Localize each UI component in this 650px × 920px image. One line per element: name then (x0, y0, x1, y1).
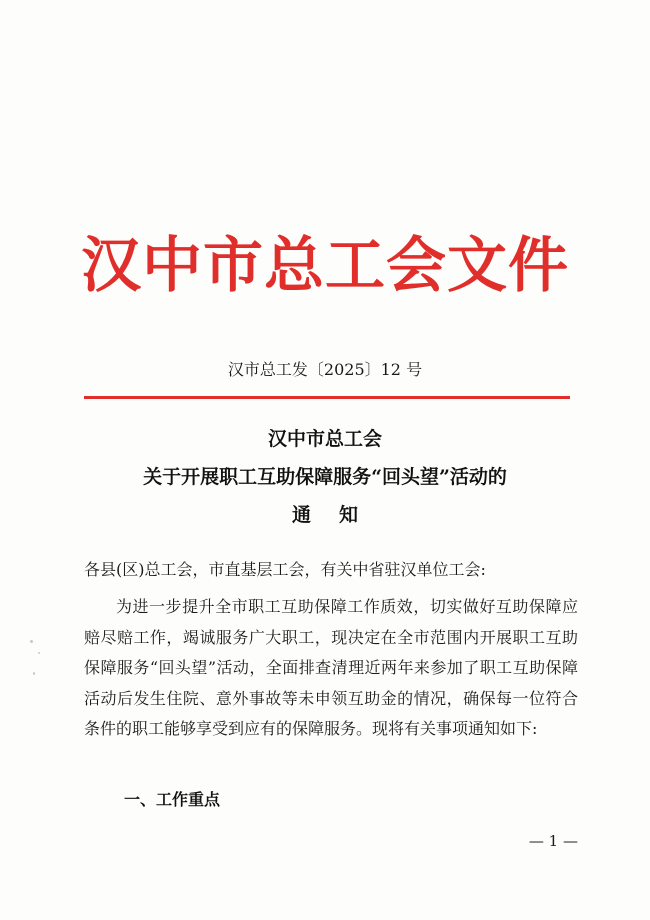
notice-title-line-2: 关于开展职工互助保障服务“回头望”活动的 (143, 466, 507, 488)
scan-speck (30, 640, 33, 643)
scan-speck (38, 652, 40, 654)
scan-speck (33, 672, 35, 675)
page-number: — 1 — (528, 832, 578, 850)
document-number: 汉市总工发〔2025〕12 号 (227, 360, 423, 379)
notice-title-line-3: 通知 (291, 504, 386, 526)
document-header-title: 汉中市总工会文件 (81, 231, 569, 301)
section-heading-1: 一、工作重点 (124, 790, 221, 809)
header-red-rule (84, 396, 570, 399)
addressee-line: 各县(区)总工会，市直基层工会，有关中省驻汉单位工会: (84, 560, 486, 579)
notice-title-line-1: 汉中市总工会 (267, 428, 382, 450)
body-paragraph-1: 为进一步提升全市职工互助保障工作质效，切实做好互助保障应赔尽赔工作，竭诚服务广大职工，现决定在全市范围内开展职工互助保障服务“回头望”活动，全面排查清理近两年来参加了职工互助保障活动后发生住院、意外事故等未申领互助金的情况，确保每一位符合条件的职工能够享受到应有的保障服务。现将有关事项通知如下: (84, 597, 578, 738)
